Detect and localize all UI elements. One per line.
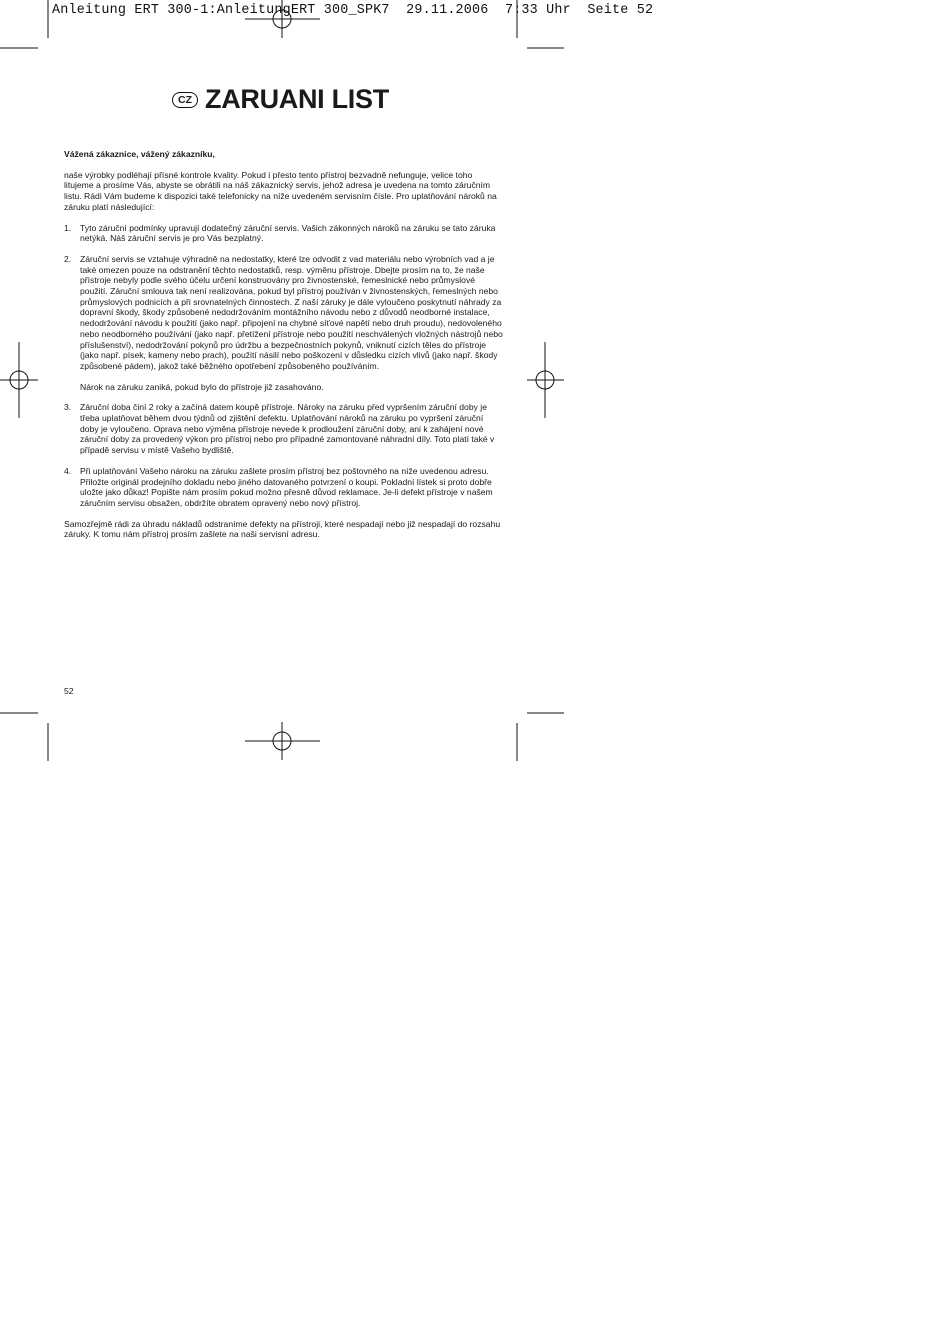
title-block (172, 84, 389, 115)
list-item (64, 254, 504, 392)
closing-paragraph: Samozřejmě rádi za úhradu nákladů odstraníme defekty na přístroji, které nespadají nebo již nespadají do rozsahu záruky. K tomu nám přístroj prosím zašlete na naši servisní adresu. (64, 518, 501, 540)
list-item-text: Záruční doba činí 2 roky a začíná datem koupě přístroje. Nároky na záruku před vypršením záruční doby je třeba uplatňovat během dvou týdnů od zjištění defektu. Uplatňování nároků na záruku po vypršení záruční doby je vyloučeno. Oprava nebo výměna přístroje nevede k prodloužení záruční doby, ani k zahájení nové záruční doby za provedený výkon pro přístroj nebo pro případné zamontované náhradní díly. Toto platí také v případě servisu v místě Vašeho bydliště. (80, 402, 495, 456)
page-number: 52 (64, 686, 74, 696)
registration-mark-right (527, 342, 564, 418)
list-item (64, 223, 504, 244)
warranty-conditions-list (64, 223, 504, 509)
list-item-number: 1. (64, 222, 72, 233)
language-badge: CZ (172, 92, 198, 108)
list-item-text: Tyto záruční podmínky upravují dodatečný záruční servis. Vašich zákonných nároků na záruku se tato záruka netýká. Náš záruční servis je pro Vás bezplatný. (80, 222, 496, 244)
registration-mark-bottom (245, 722, 320, 760)
list-item-number: 2. (64, 253, 72, 264)
warranty-body (64, 149, 504, 550)
list-item (64, 466, 504, 509)
list-item-note: Nárok na záruku zaniká, pokud bylo do přístroje již zasahováno. (80, 381, 324, 392)
page-title: ZARUANI LIST (205, 84, 389, 114)
list-item-text: Záruční servis se vztahuje výhradně na nedostatky, které lze odvodit z vad materiálu nebo výrobních vad a je také omezen pouze na odstranění těchto nedostatků, resp. výměnu přístroje. Dbejte prosím na to, že naše přístroje nebyly podle svého účelu určení konstruovány pro živnostenské, řemeslnické nebo průmyslové použití. Záruční smlouva tak není realizována, pokud byl přístroj používán v živnostenských, řemeslných nebo průmyslových podnicích a při srovnatelných činnostech. Z naší záruky je dále vyloučeno poskytnutí náhrady za dopravní škody, škody způsobené nedodržováním montážního návodu nebo z důvodů neodborné instalace, nedodržování návodu k použití (jako např. připojení na chybné síťové napětí nebo druh proudu), nedovoleného nebo neodborného používání (jako např. přetížení přístroje nebo použití neschválených vložných nástrojů nebo příslušenství), nedodržování pokynů pro údržbu a bezpečnostních pokynů, vniknutí cizích těles do přístroje (jako např. písek, kameny nebo prach), použití násilí nebo poškození v důsledku cizích vlivů (jako např. škody způsobené pádem), jakož také běžného opotřebení způsobeného používáním. (80, 253, 503, 371)
print-slug-header: Anleitung ERT 300-1:AnleitungERT 300_SPK7 29.11.2006 7:33 Uhr Seite 52 (52, 3, 654, 18)
intro-paragraph: naše výrobky podléhají přísné kontrole kvality. Pokud i přesto tento přístroj bezvadně nefunguje, velice toho litujeme a prosíme Vás, abyste se obrátili na náš zákaznický servis, jehož adresa je uvedena na tomto záručním listu. Rádi Vám budeme k dispozici také telefonicky na níže uvedeném servisním čísle. Pro uplatňování nároků na záruku platí následující: (64, 169, 497, 212)
list-item (64, 402, 504, 456)
list-item-number: 3. (64, 402, 72, 413)
list-item-number: 4. (64, 465, 72, 476)
registration-mark-top (245, 0, 320, 38)
list-item-text: Při uplatňování Vašeho nároku na záruku zašlete prosím přístroj bez poštovného na níže uvedenou adresu. Přiložte originál prodejního dokladu nebo jiného datovaného potvrzení o koupi. Pokladní lístek si proto dobře uložte jako důkaz! Popište nám prosím pokud možno přesně důvod reklamace. Je-li defekt přístroje v našem záručním servisu obsažen, obdržíte obratem opravený nebo nový přístroj. (80, 465, 493, 508)
salutation: Vážená zákaznice, vážený zákazníku, (64, 149, 215, 159)
registration-mark-left (0, 342, 38, 418)
